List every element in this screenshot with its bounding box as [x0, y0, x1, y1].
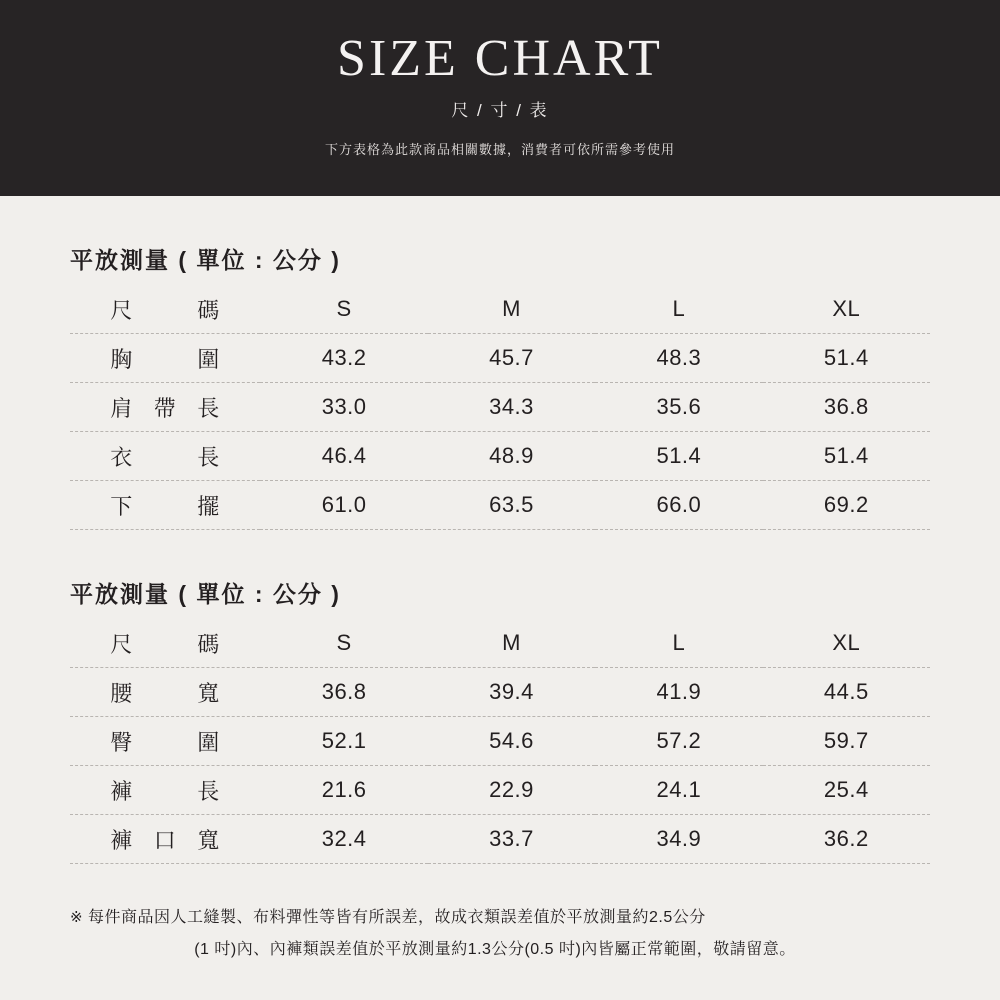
section-title: 平放測量 ( 單位 : 公分 ) [70, 581, 341, 607]
size-table-top [70, 285, 930, 530]
header-size-l: L [595, 619, 762, 668]
cell-leg-opening-xl: 36.2 [763, 815, 930, 864]
section-bottom-measurements [70, 530, 930, 864]
cell-pants-length-s: 21.6 [260, 766, 427, 815]
cell-strap-m: 34.3 [428, 383, 595, 432]
cell-waist-xl: 44.5 [763, 668, 930, 717]
row-label-waist: 腰 寬 [70, 668, 260, 717]
cell-length-m: 48.9 [428, 432, 595, 481]
cell-length-s: 46.4 [260, 432, 427, 481]
page-description: 下方表格為此款商品相關數據，消費者可依所需參考使用 [324, 142, 675, 157]
page-subtitle: 尺 / 寸 / 表 [451, 101, 549, 120]
cell-length-xl: 51.4 [763, 432, 930, 481]
page-header [0, 0, 1000, 196]
cell-leg-opening-s: 32.4 [260, 815, 427, 864]
row-label-pants-length: 褲 長 [70, 766, 260, 815]
cell-hem-xl: 69.2 [763, 481, 930, 530]
size-table-bottom [70, 619, 930, 864]
cell-hip-l: 57.2 [595, 717, 762, 766]
row-label-leg-opening: 褲 口 寬 [70, 815, 260, 864]
table-row [70, 481, 930, 530]
header-label: 尺 碼 [70, 619, 260, 668]
cell-bust-s: 43.2 [260, 334, 427, 383]
cell-length-l: 51.4 [595, 432, 762, 481]
header-size-m: M [428, 285, 595, 334]
cell-strap-s: 33.0 [260, 383, 427, 432]
footnote-text-1: 每件商品因人工縫製、布料彈性等皆有所誤差，故成衣類誤差值於平放測量約2.5公分 [88, 909, 706, 926]
header-label: 尺 碼 [70, 285, 260, 334]
cell-leg-opening-l: 34.9 [595, 815, 762, 864]
cell-leg-opening-m: 33.7 [428, 815, 595, 864]
cell-bust-m: 45.7 [428, 334, 595, 383]
row-label-strap-length: 肩 帶 長 [70, 383, 260, 432]
cell-waist-s: 36.8 [260, 668, 427, 717]
table-header-row [70, 619, 930, 668]
footnote-line-1 [70, 902, 930, 934]
cell-hem-m: 63.5 [428, 481, 595, 530]
table-row [70, 766, 930, 815]
cell-pants-length-l: 24.1 [595, 766, 762, 815]
table-row [70, 334, 930, 383]
table-row [70, 432, 930, 481]
header-size-m: M [428, 619, 595, 668]
header-size-xl: XL [763, 619, 930, 668]
cell-bust-xl: 51.4 [763, 334, 930, 383]
row-label-hem: 下 擺 [70, 481, 260, 530]
cell-waist-l: 41.9 [595, 668, 762, 717]
page-title: SIZE CHART [337, 30, 663, 87]
header-size-s: S [260, 619, 427, 668]
cell-hip-xl: 59.7 [763, 717, 930, 766]
cell-strap-xl: 36.8 [763, 383, 930, 432]
footnote [70, 902, 930, 966]
row-label-bust: 胸 圍 [70, 334, 260, 383]
section-title: 平放測量 ( 單位 : 公分 ) [70, 247, 341, 273]
section-top-measurements [70, 196, 930, 530]
cell-hem-l: 66.0 [595, 481, 762, 530]
header-size-l: L [595, 285, 762, 334]
cell-bust-l: 48.3 [595, 334, 762, 383]
table-header-row [70, 285, 930, 334]
footnote-line-2: (1 吋)內、內褲類誤差值於平放測量約1.3公分(0.5 吋)內皆屬正常範圍，敬請留意。 [194, 941, 796, 958]
cell-pants-length-xl: 25.4 [763, 766, 930, 815]
cell-pants-length-m: 22.9 [428, 766, 595, 815]
table-row [70, 668, 930, 717]
header-size-s: S [260, 285, 427, 334]
cell-waist-m: 39.4 [428, 668, 595, 717]
table-row [70, 383, 930, 432]
row-label-hip: 臀 圍 [70, 717, 260, 766]
cell-strap-l: 35.6 [595, 383, 762, 432]
page-content [0, 196, 1000, 1000]
header-size-xl: XL [763, 285, 930, 334]
row-label-garment-length: 衣 長 [70, 432, 260, 481]
table-row [70, 815, 930, 864]
cell-hip-s: 52.1 [260, 717, 427, 766]
cell-hip-m: 54.6 [428, 717, 595, 766]
cell-hem-s: 61.0 [260, 481, 427, 530]
table-row [70, 717, 930, 766]
footnote-mark: ※ [70, 909, 84, 926]
